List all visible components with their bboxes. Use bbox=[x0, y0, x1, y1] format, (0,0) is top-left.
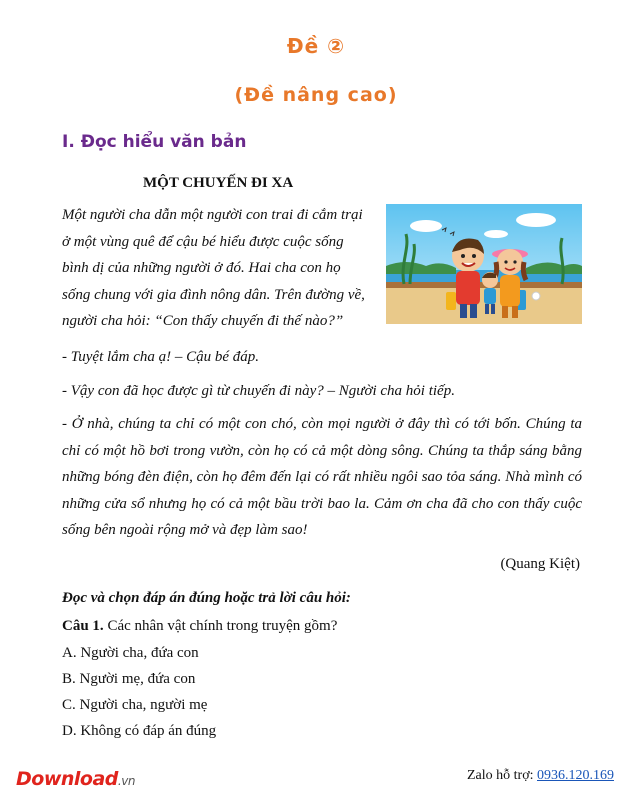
story-line: Một người cha dẫn một người con trai đi cắm trại bbox=[62, 207, 363, 223]
family-illustration bbox=[386, 204, 582, 324]
story-title: MỘT CHUYẾN ĐI XA bbox=[143, 175, 294, 191]
dialog-line-1: - Tuyệt lắm cha ạ! – Cậu bé đáp. bbox=[62, 349, 260, 365]
question-instruction: Đọc và chọn đáp án đúng hoặc trả lời câu hỏi: bbox=[62, 590, 351, 606]
answer-option-b: B. Người mẹ, đứa con bbox=[62, 671, 196, 687]
zalo-phone-link[interactable]: 0936.120.169 bbox=[537, 768, 614, 783]
zalo-label: Zalo hỗ trợ: bbox=[467, 768, 534, 783]
question-text: Các nhân vật chính trong truyện gồm? bbox=[107, 618, 338, 634]
page-title: Đề ② bbox=[286, 34, 346, 58]
story-line: sống chung với gia đình nông dân. Trên đường về, bbox=[62, 286, 365, 303]
zalo-support bbox=[467, 768, 614, 784]
answer-option-c: C. Người cha, người mẹ bbox=[62, 697, 208, 713]
story-line: người cha hỏi: “Con thấy chuyến đi thế nào?” bbox=[62, 313, 344, 329]
answer-option-d: D. Không có đáp án đúng bbox=[62, 723, 217, 739]
answer-option-a: A. Người cha, đứa con bbox=[62, 645, 199, 661]
story-line: ở một vùng quê để cậu bé hiểu được cuộc sống bbox=[62, 233, 344, 250]
logo-text: Download bbox=[16, 768, 118, 790]
section-heading: I. Đọc hiểu văn bản bbox=[62, 132, 247, 152]
dialog-line-2: - Vậy con đã học được gì từ chuyến đi này? – Người cha hỏi tiếp. bbox=[62, 383, 455, 399]
dialog-line-3: - Ở nhà, chúng ta chỉ có một con chó, còn mọi người ở đây thì có tới bốn. Chúng ta chỉ có một hồ bơi trong vườn, còn họ có cả một dòng sông. Chúng ta thắp sáng bằng những bóng đèn điện, còn họ đêm đến lại có rất nhiều ngôi sao tỏa sáng. Nhà mình có những cửa sổ nhưng họ có cả một bầu trời bao la. Cảm ơn cha đã cho con thấy cuộc sống bên ngoài rộng mở và đẹp làm sao! bbox=[62, 416, 582, 538]
download-logo[interactable] bbox=[16, 768, 135, 790]
page-subtitle: (Đề nâng cao) bbox=[234, 84, 398, 106]
question-label: Câu 1. bbox=[62, 618, 104, 634]
story-opening bbox=[62, 202, 384, 335]
story-line: bình dị của những người ở đó. Hai cha con họ bbox=[62, 260, 341, 276]
story-author: (Quang Kiệt) bbox=[500, 556, 580, 572]
question-1 bbox=[62, 618, 337, 635]
logo-suffix: .vn bbox=[117, 774, 135, 788]
